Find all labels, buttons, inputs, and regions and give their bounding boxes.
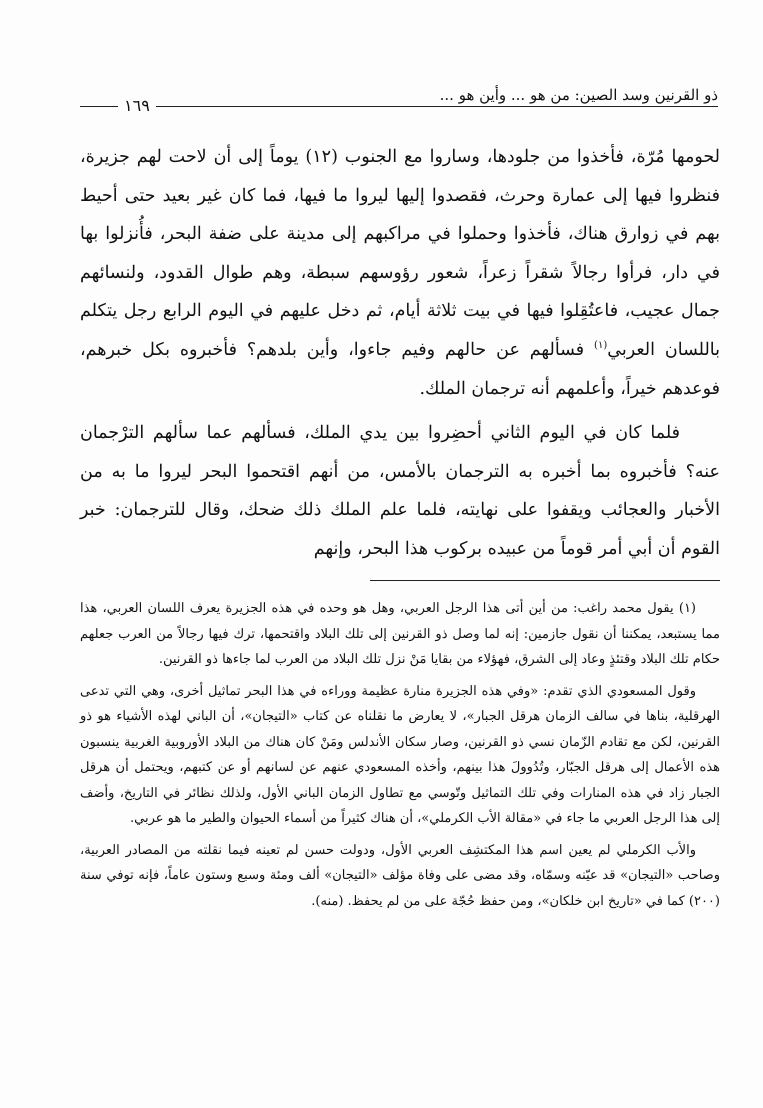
footnote-reference[interactable]: (١) xyxy=(594,340,608,352)
footnote-separator xyxy=(370,580,720,581)
paragraph-text: لحومها مُرّة، فأخذوا من جلودها، وساروا مع الجنوب (١٢) يوماً إلى أن لاحت لهم جزيرة، فنظروا فيها إلى عمارة وحرث، فقصدوا إليها ليروا ما فيها، فما كان غير بعيد حتى أحيط بهم في زوارق هناك، فأخذوا وحملوا في مراكبهم إلى مدينة على ضفة البحر، فأُنزلوا بها في دار، فرأوا رجالاً شقراً زعراً، شعور رؤوسهم سبطة، وهم طوال القدود، ولنسائهم جمال عجيب، فاعتُقِلوا فيها في بيت ثلاثة أيام، ثم دخل عليهم في اليوم الرابع رجل يتكلم باللسان العربي xyxy=(80,147,721,360)
page-number: ١٦٩ xyxy=(118,97,156,115)
footnotes xyxy=(80,596,720,920)
body-paragraph: فلما كان في اليوم الثاني أحضِروا بين يدي الملك، فسألهم عما سألهم الترْجمان عنه؟ فأخبروه بما أخبره به الترجمان بالأمس، من أنهم اقتحموا البحر ليروا ما به من الأخبار والعجائب ويقفوا على نهايته، فلما علم الملك ذلك ضحك، وقال للترجمان: خبر القوم أن أبي أمر قوماً من عبيده بركوب هذا البحر، وإنهم xyxy=(80,423,720,559)
footnote-paragraph: والأب الكرملي لم يعين اسم هذا المكتشِف العربي الأول، ودولت حسن لم تعينه فيما نقلته من المصادر العربية، وصاحب «التيجان» قد عيّنه وسمّاه، وقد مضى على وفاة مؤلف «التيجان» ألف ومئة وسبع وستون عاماً، فإنه توفي سنة (٢٠٠) كما في «تاريخ ابن خلكان»، ومن حفظ حُجّة على من لم يحفظ. (منه). xyxy=(80,842,720,909)
header-rule xyxy=(80,106,718,107)
footnote-paragraph: وقول المسعودي الذي تقدم: «وفي هذه الجزيرة منارة عظيمة ووراءه في هذا البحر تماثيل أخرى، وهي التي تدعى الهرقلية، بناها في سالف الزمان هرقل الجبار»، لا يعارض ما نقلناه عن كتاب «التيجان»، أن الباني لهذه الأشياء هو ذو القرنين، لكن مع تقادم الزّمان نسي ذو القرنين، وصار سكان الأندلس ومَنْ كان هناك من البلاد الأوروبية الغربية ينسبون هذه الأعمال إلى هرقل الجبّار، وتُدُوولَ هذا بينهم، وأخذه المسعودي عنهم عن لسانهم أو عن كتبهم، ويحتمل أن هرقل الجبار زاد في هذه المنارات وفي تلك التماثيل وتّوسي مع تطاول الزمان الباني الأول، ولذلك نظائر في التاريخ، وأضف إلى هذا الرجل العربي ما جاء في «مقالة الأب الكرملي»، أن هناك كثيراً من أسماء الحيوان والطير ما هو عربي. xyxy=(80,683,720,826)
paragraph-text-continued: فسألهم عن حالهم وفيم جاءوا، وأين بلدهم؟ فأخبروه بكل خبرهم، فوعدهم خيراً، وأعلمهم أنه ترجمان الملك. xyxy=(80,339,720,399)
running-title: ذو القرنين وسد الصين: من هو ... وأين هو ... xyxy=(439,86,718,104)
body-paragraph xyxy=(80,138,720,408)
main-text xyxy=(80,138,720,569)
running-head xyxy=(80,85,718,115)
footnote-paragraph: (١) يقول محمد راغب: من أين أتى هذا الرجل العربي، وهل هو وحده في هذه الجزيرة يعرف اللسان العربي، هذا مما يستبعد، يمكننا أن نقول جازمين: إنه لما وصل ذو القرنين إلى تلك البلاد واقتحمها، ترك فيها رجالاً من العرب جعلهم حكام تلك البلاد وقتئذٍ وعاد إلى الشرق، فهؤلاء من بقايا مَنْ نزل تلك البلاد من العرب لما جاءها ذو القرنين. xyxy=(80,601,720,667)
